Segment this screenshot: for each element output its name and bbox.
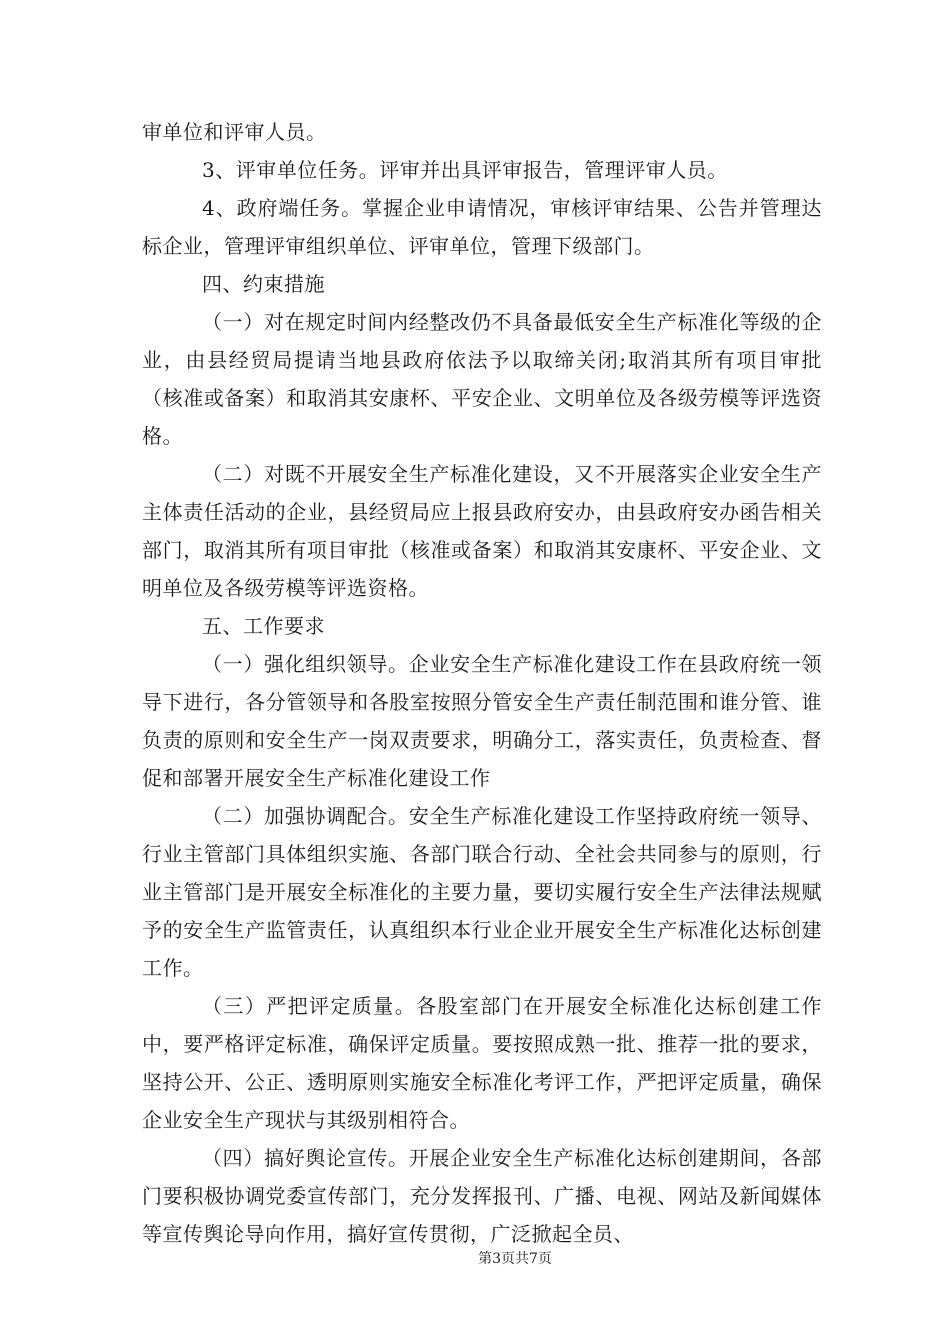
paragraph-continuation: 审单位和评审人员。	[142, 120, 327, 144]
paragraph-item-4: 4、政府端任务。掌握企业申请情况，审核评审结果、公告并管理达标企业，管理评审组织单位、评审单位，管理下级部门。	[142, 196, 822, 258]
section-heading-constraints: 四、约束措施	[202, 272, 325, 296]
paragraph-requirement-2: （二）加强协调配合。安全生产标准化建设工作坚持政府统一领导、行业主管部门具体组织实施、各部门联合行动、全社会共同参与的原则，行业主管部门是开展安全标准化的主要力量，要切实履行安全生产法律法规赋予的安全生产监管责任，认真组织本行业企业开展安全生产标准化达标创建工作。	[142, 804, 822, 980]
paragraph-constraint-1: （一）对在规定时间内经整改仍不具备最低安全生产标准化等级的企业，由县经贸局提请当地县政府依法予以取缔关闭;取消其所有项目审批（核准或备案）和取消其安康杯、平安企业、文明单位及各级劳模等评选资格。	[142, 310, 822, 448]
document-body	[142, 113, 822, 1253]
paragraph-item-3: 3、评审单位任务。评审并出具评审报告，管理评审人员。	[202, 158, 728, 182]
paragraph-constraint-2: （二）对既不开展安全生产标准化建设，又不开展落实企业安全生产主体责任活动的企业，县经贸局应上报县政府安办，由县政府安办函告相关部门，取消其所有项目审批（核准或备案）和取消其安康杯、平安企业、文明单位及各级劳模等评选资格。	[142, 462, 822, 600]
paragraph-requirement-3: （三）严把评定质量。各股室部门在开展安全标准化达标创建工作中，要严格评定标准，确保评定质量。要按照成熟一批、推荐一批的要求，坚持公开、公正、透明原则实施安全标准化考评工作，严把评定质量，确保企业安全生产现状与其级别相符合。	[142, 994, 822, 1132]
page-footer: 第3页共7页	[478, 1251, 552, 1267]
paragraph-requirement-1: （一）强化组织领导。企业安全生产标准化建设工作在县政府统一领导下进行，各分管领导和各股室按照分管安全生产责任制范围和谁分管、谁负责的原则和安全生产一岗双责要求，明确分工，落实责任，负责检查、督促和部署开展安全生产标准化建设工作	[142, 652, 822, 790]
section-heading-requirements: 五、工作要求	[202, 614, 325, 638]
paragraph-requirement-4: （四）搞好舆论宣传。开展企业安全生产标准化达标创建期间，各部门要积极协调党委宣传部门，充分发挥报刊、广播、电视、网站及新闻媒体等宣传舆论导向作用，搞好宣传贯彻，广泛掀起全员、	[142, 1146, 822, 1246]
